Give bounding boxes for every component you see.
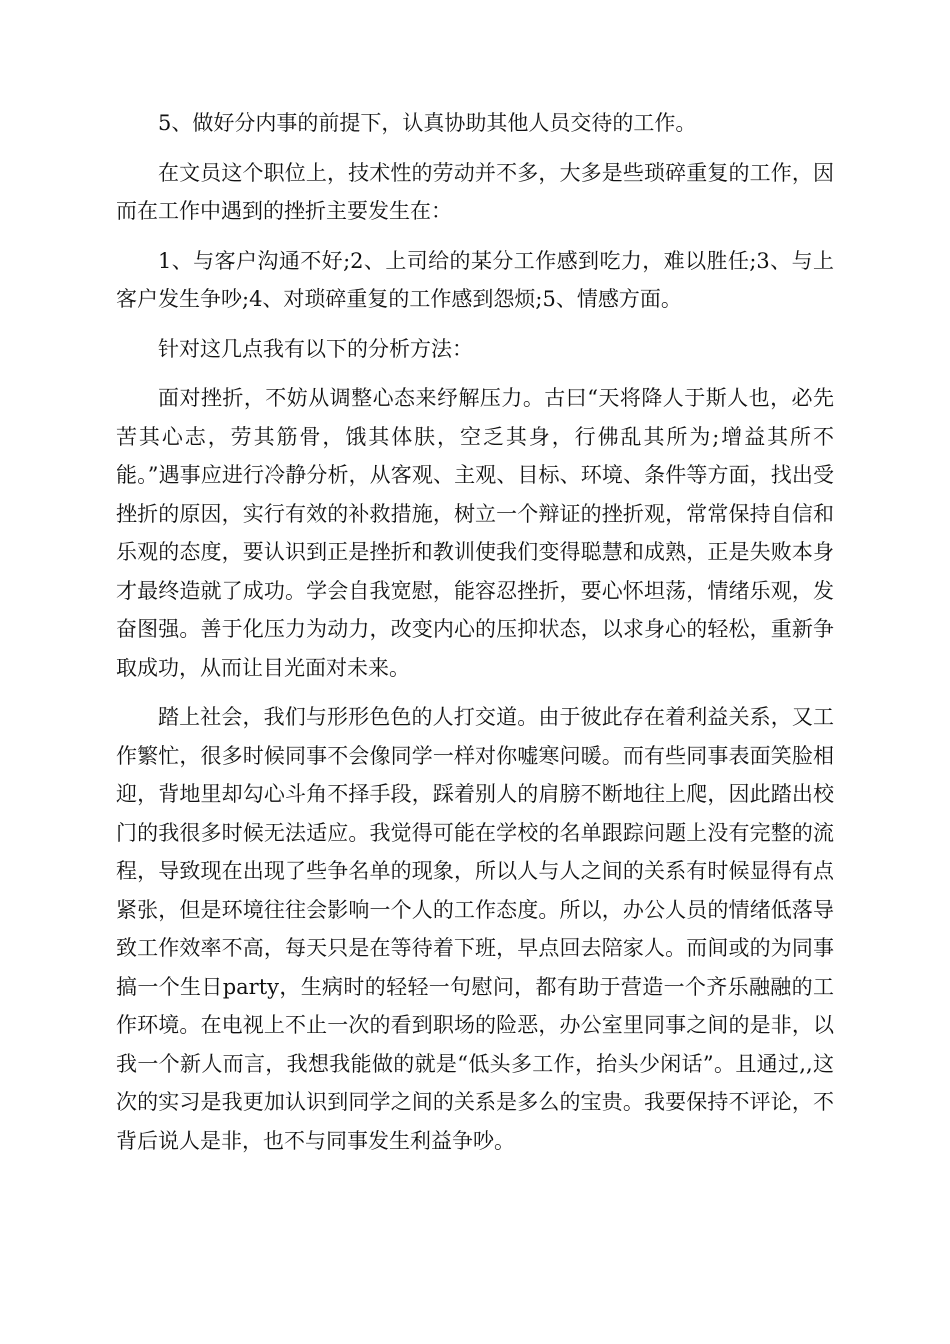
paragraph: 面对挫折，不妨从调整心态来纾解压力。古曰“天将降人于斯人也，必先苦其心志，劳其筋骨，饿其体肤，空乏其身，行佛乱其所为;增益其所不能。”遇事应进行冷静分析，从客观、主观、目标、环境、条件等方面，找出受挫折的原因，实行有效的补救措施，树立一个辩证的挫折观，常常保持自信和乐观的态度，要认识到正是挫折和教训使我们变得聪慧和成熟，正是失败本身才最终造就了成功。学会自我宽慰，能容忍挫折，要心怀坦荡，情绪乐观，发奋图强。善于化压力为动力，改变内心的压抑状态，以求身心的轻松，重新争取成功，从而让目光面对未来。: [116, 386, 834, 680]
paragraph: 针对这几点我有以下的分析方法：: [158, 336, 473, 361]
document-body: [116, 104, 834, 1171]
paragraph: 5、做好分内事的前提下，认真协助其他人员交待的工作。: [158, 111, 697, 135]
paragraph: 1、与客户沟通不好;2、上司给的某分工作感到吃力，难以胜任;3、与上客户发生争吵;4、对琐碎重复的工作感到怨烦;5、情感方面。: [116, 248, 834, 311]
paragraph: 踏上社会，我们与形形色色的人打交道。由于彼此存在着利益关系，又工作繁忙，很多时候同事不会像同学一样对你嘘寒问暖。而有些同事表面笑脸相迎，背地里却勾心斗角不择手段，踩着别人的肩膀不断地往上爬，因此踏出校门的我很多时候无法适应。我觉得可能在学校的名单跟踪问题上没有完整的流程，导致现在出现了些争名单的现象，所以人与人之间的关系有时候显得有点紧张，但是环境往往会影响一个人的工作态度。所以，办公人员的情绪低落导致工作效率不高，每天只是在等待着下班，早点回去陪家人。而间或的为同事搞一个生日party，生病时的轻轻一句慰问，都有助于营造一个齐乐融融的工作环境。在电视上不止一次的看到职场的险恶，办公室里同事之间的是非，以我一个新人而言，我想我能做的就是“低头多工作，抬头少闲话”。且通过,,这次的实习是我更加认识到同学之间的关系是多么的宝贵。我要保持不评论，不背后说人是非，也不与同事发生利益争吵。: [116, 705, 834, 1153]
paragraph: 在文员这个职位上，技术性的劳动并不多，大多是些琐碎重复的工作，因而在工作中遇到的挫折主要发生在：: [116, 160, 834, 223]
